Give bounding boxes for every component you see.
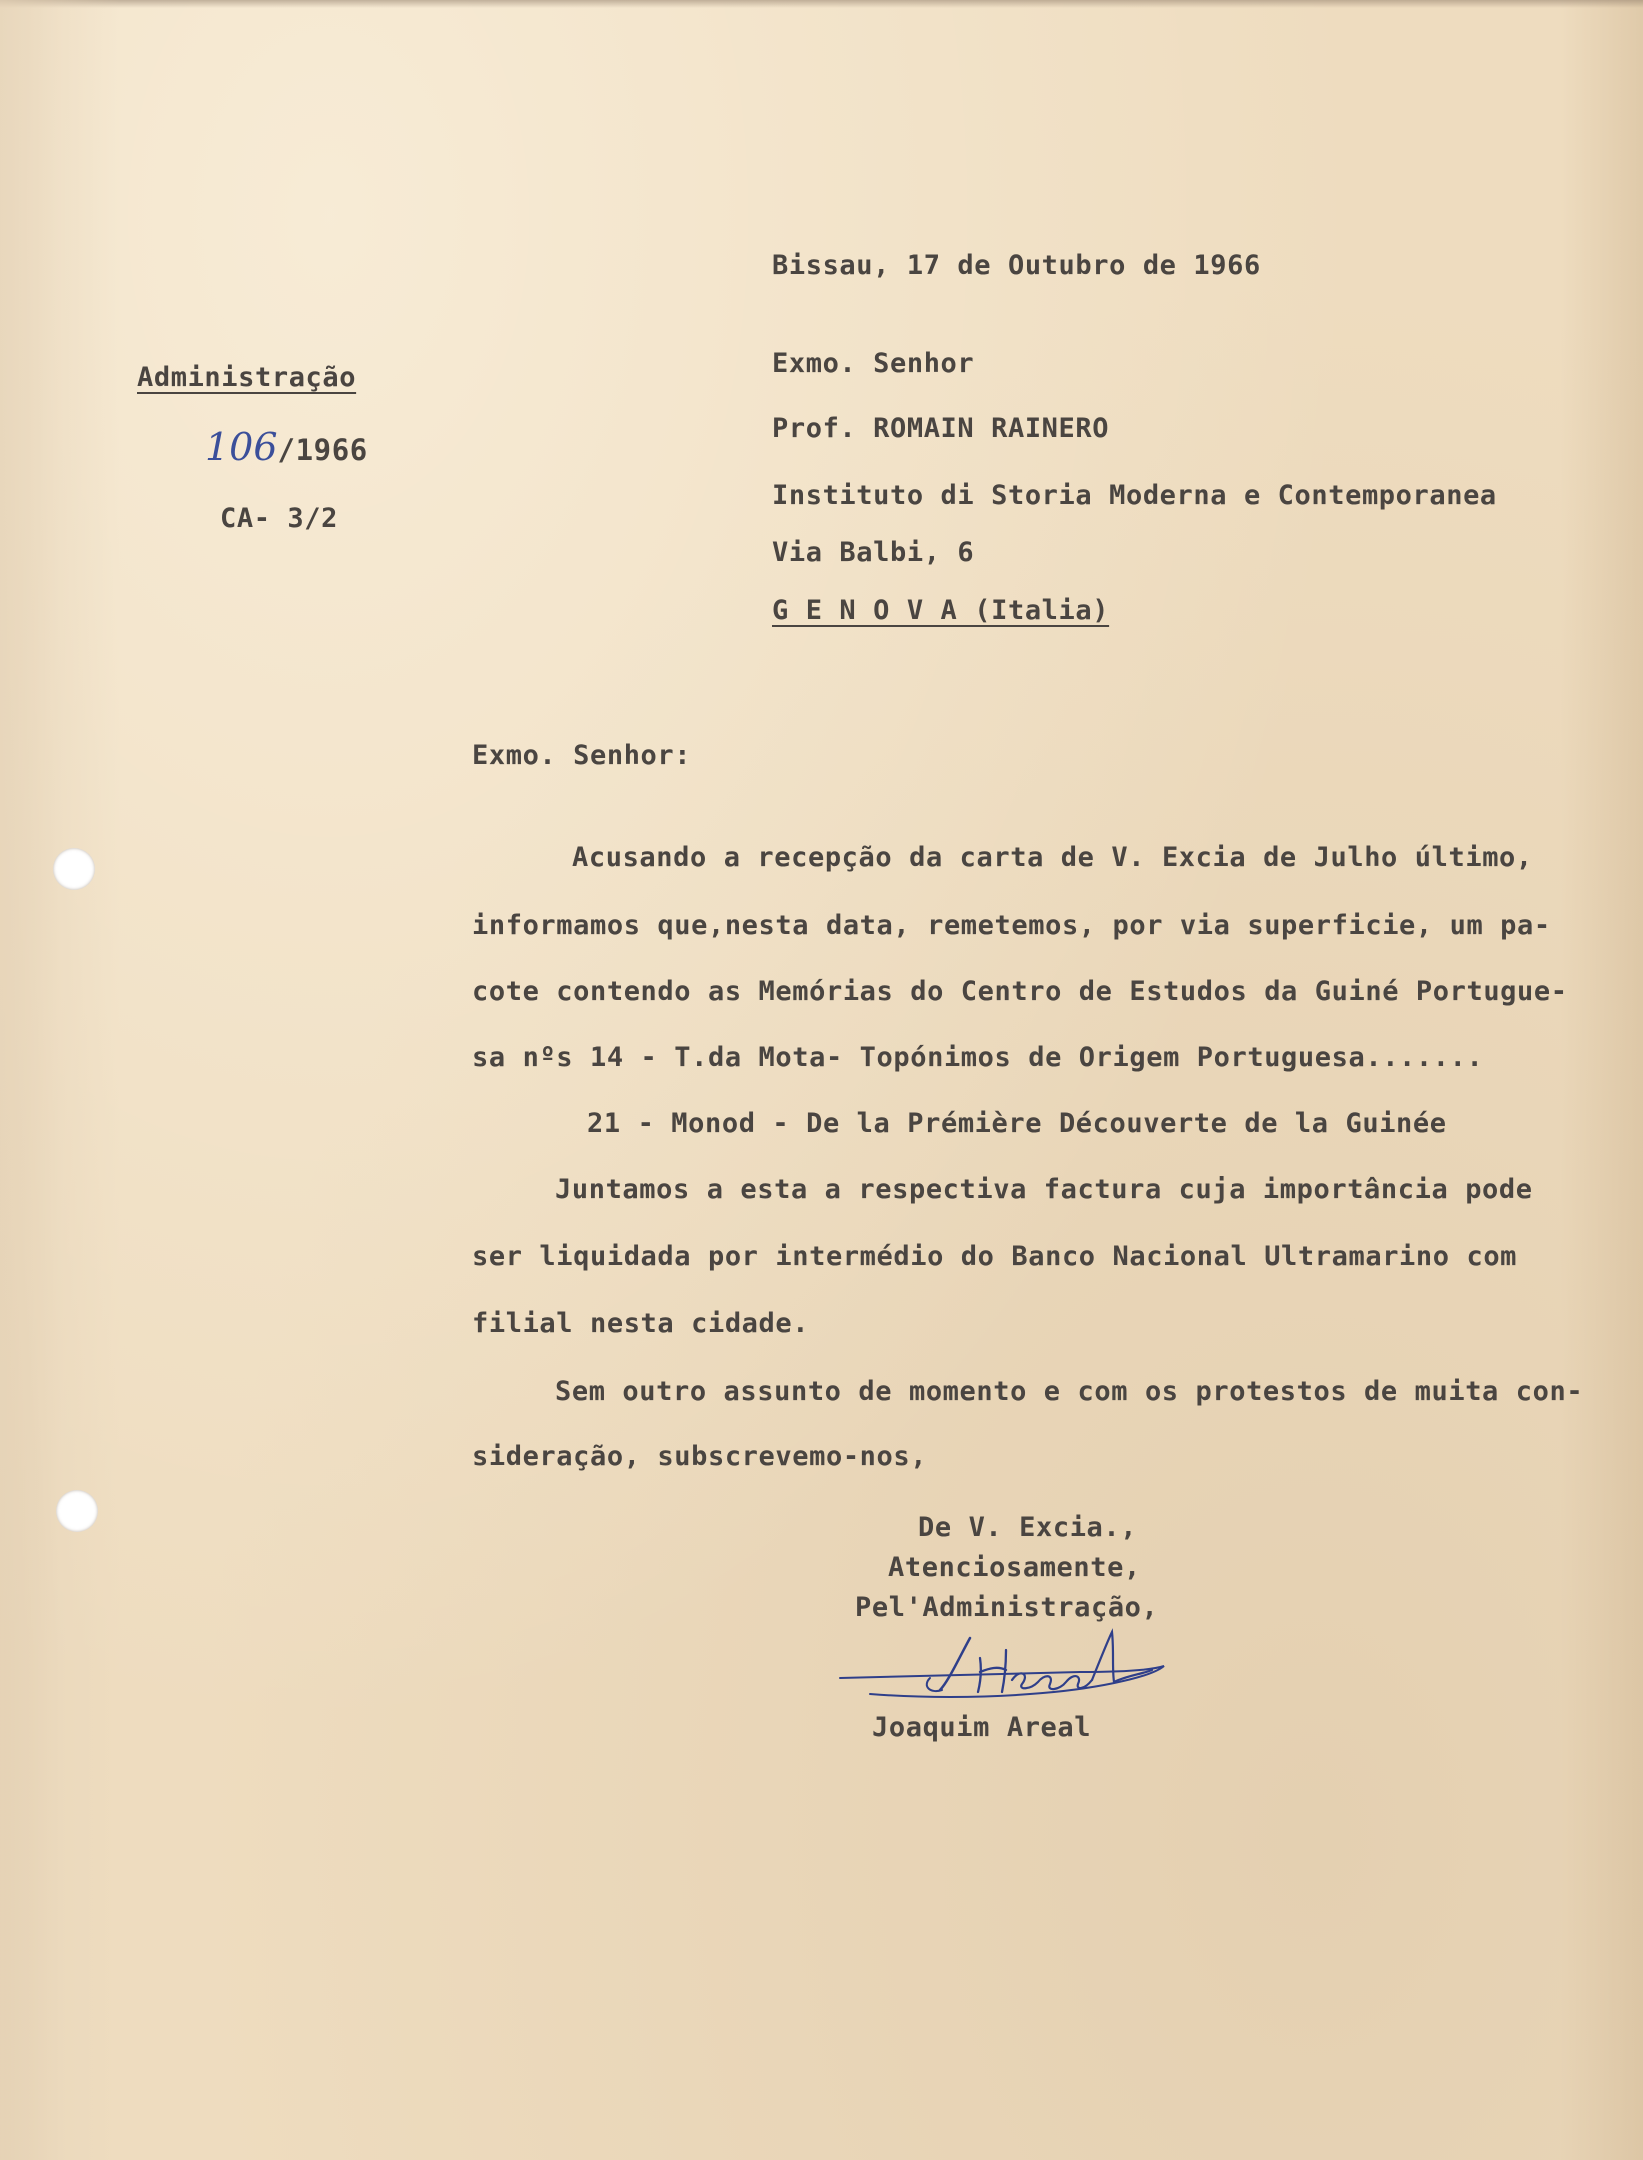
reference-code: CA- 3/2 <box>220 503 338 534</box>
body-line: cote contendo as Memórias do Centro de Estudos da Guiné Portugue- <box>472 976 1568 1007</box>
place-date: Bissau, 17 de Outubro de 1966 <box>772 250 1261 281</box>
body-line: ser liquidada por intermédio do Banco Nacional Ultramarino com <box>472 1241 1518 1272</box>
department-heading: Administração <box>137 362 357 393</box>
recipient-name: Prof. ROMAIN RAINERO <box>772 413 1110 444</box>
closing-line-3: Pel'Administração, <box>855 1592 1159 1623</box>
body-line: 21 - Monod - De la Prémière Découverte de la Guinée <box>587 1108 1447 1139</box>
punch-hole-top <box>53 848 95 890</box>
greeting: Exmo. Senhor: <box>472 740 692 771</box>
recipient-institution: Instituto di Storia Moderna e Contemporanea <box>772 480 1497 511</box>
recipient-street: Via Balbi, 6 <box>772 537 975 568</box>
reference-number <box>205 425 368 469</box>
body-line: sa nºs 14 - T.da Mota- Topónimos de Origem Portuguesa....... <box>472 1042 1484 1073</box>
paper-left-shading <box>0 0 120 2160</box>
body-line: filial nesta cidade. <box>472 1308 810 1339</box>
punch-hole-bottom <box>56 1490 98 1532</box>
body-line: informamos que,nesta data, remetemos, por via superficie, um pa- <box>472 910 1551 941</box>
reference-number-year: /1966 <box>277 433 368 467</box>
handwritten-signature <box>830 1620 1180 1710</box>
reference-number-handwritten: 106 <box>205 425 278 469</box>
signatory-name: Joaquim Areal <box>872 1712 1092 1743</box>
body-line: sideração, subscrevemo-nos, <box>472 1441 928 1472</box>
paper-top-edge <box>0 0 1643 8</box>
body-line: Sem outro assunto de momento e com os protestos de muita con- <box>555 1376 1584 1407</box>
body-line: Acusando a recepção da carta de V. Excia de Julho último, <box>572 842 1533 873</box>
body-line: Juntamos a esta a respectiva factura cuja importância pode <box>555 1174 1533 1205</box>
closing-line-2: Atenciosamente, <box>888 1552 1141 1583</box>
recipient-city: G E N O V A (Italia) <box>772 595 1110 626</box>
recipient-salutation: Exmo. Senhor <box>772 348 975 379</box>
closing-line-1: De V. Excia., <box>918 1512 1138 1543</box>
